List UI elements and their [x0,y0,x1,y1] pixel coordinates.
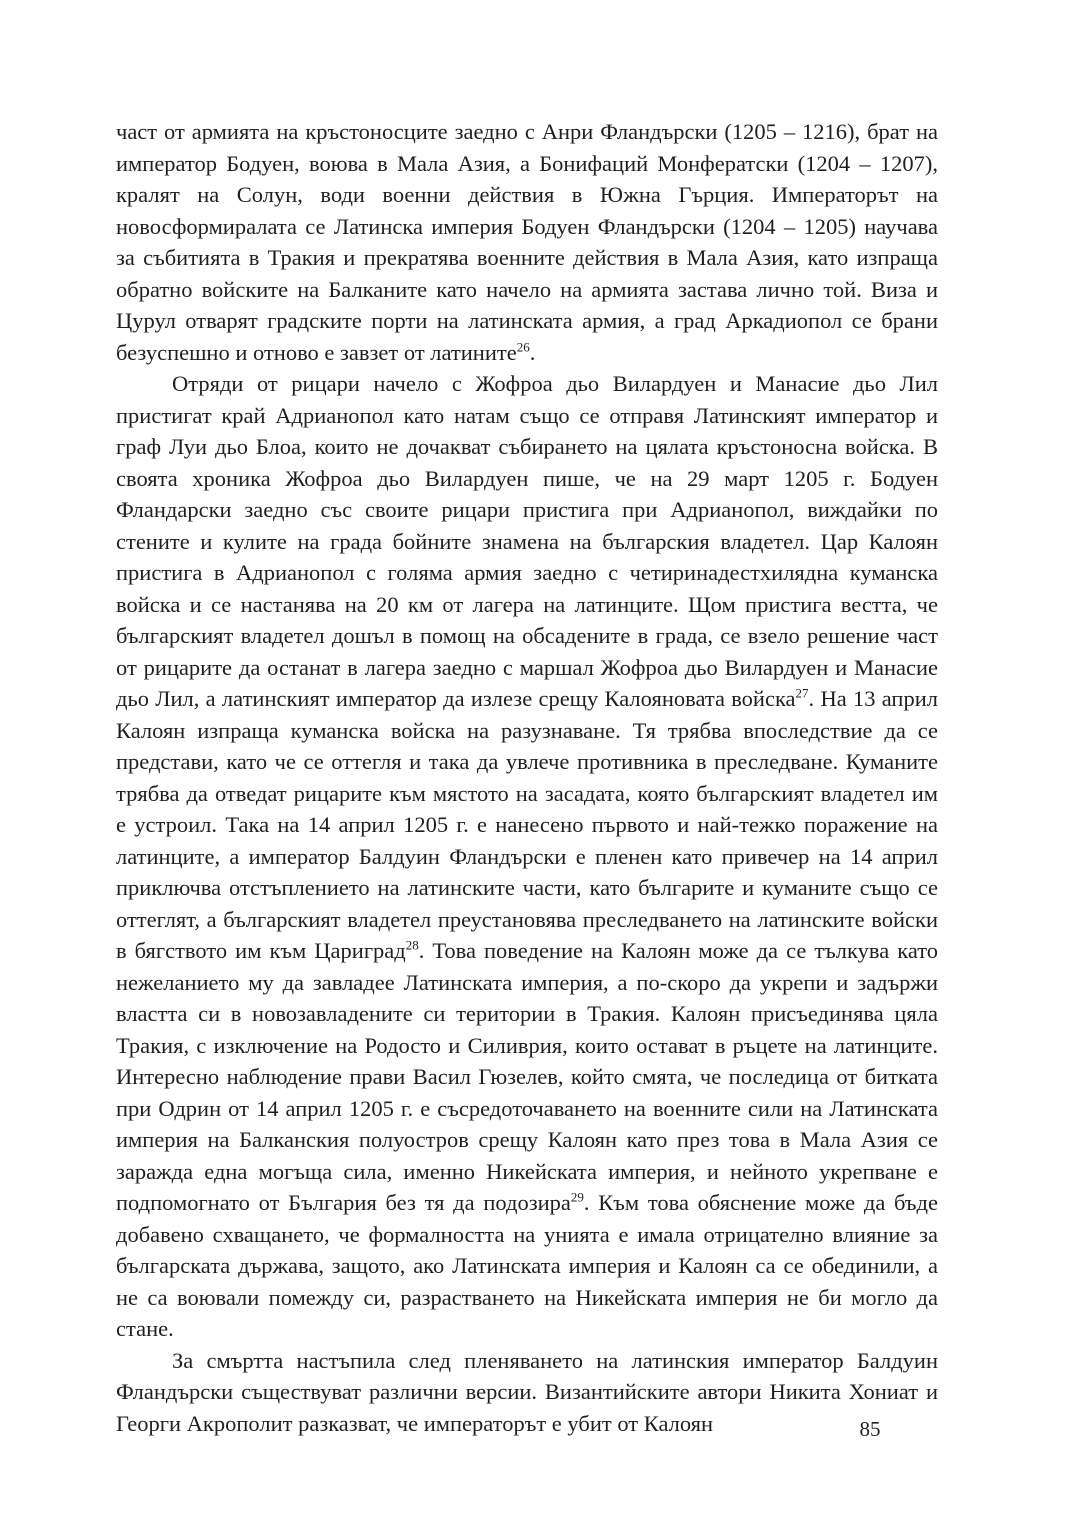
paragraph-2-text-1: Отряди от рицари начело с Жофроа дьо Вилардуен и Манасие дьо Лил пристигат край Адрианопол като натам също се отправя Латинският император и граф Луи дьо Блоа, които не дочакват събирането на цялата кръстоносна войска. В своята хроника Жофроа дьо Вилардуен пише, че на 29 март 1205 г. Бодуен Фландарски заедно със своите рицари пристига при Адрианопол, виждайки по стените и кулите на града бойните знамена на българския владетел. Цар Калоян пристига в Адрианопол с голяма армия заедно с четиринадестхилядна куманска войска и се настанява на 20 км от лагера на латинците. Щом пристига вестта, че българският владетел дошъл в помощ на обсадените в града, се взело решение част от рицарите да останат в лагера заедно с маршал Жофроа дьо Вилардуен и Манасие дьо Лил, а латинският император да излезе срещу Калояновата войска [116,371,938,711]
page-number: 85 [859,1417,881,1441]
paragraph-1-text-2: . [529,339,536,365]
footnote-ref-27: 27 [795,685,809,701]
paragraph-1-text-1: част от армията на кръстоносците заедно с Анри Фландърски (1205 – 1216), брат на император Бодуен, воюва в Мала Азия, а Бонифаций Монфератски (1204 – 1207), кралят на Солун, води военни действия в Южна Гърция. Императорът на новосформиралата се Латинска империя Бодуен Фландърски (1204 – 1205) научава за събитията в Тракия и прекратява военните действия в Мала Азия, като изпраща обратно войските на Балканите като начело на армията застава лично той. Виза и Цурул отварят градските порти на латинската армия, а град Аркадиопол се брани безуспешно и отново е завзет от латините [116,119,938,365]
paragraph-1 [116,116,938,368]
footnote-ref-29: 29 [570,1189,584,1205]
footnote-ref-28: 28 [405,937,419,953]
paragraph-2-text-2: . На 13 април Калоян изпраща куманска войска на разузнаване. Тя трябва впоследствие да се представи, като че се оттегля и така да увлече противника в преследване. Куманите трябва да отведат рицарите към мястото на засадата, която българският владетел им е устроил. Така на 14 април 1205 г. е нанесено първото и най-тежко поражение на латинците, а император Балдуин Фландърски е пленен като привечер на 14 април приключва отстъплението на латинските части, като българите и куманите също се оттеглят, а българският владетел преустановява преследването на латинските войски в бягството им към Цариград [116,686,938,963]
footnote-ref-26: 26 [516,339,530,354]
page-body [116,116,938,1439]
paragraph-2 [116,368,938,1345]
paragraph-2-text-3: . Това поведение на Калоян може да се тълкува като нежеланието му да завладее Латинската империя, а по-скоро да укрепи и задържи властта си в новозавладените си територии в Тракия. Калоян присъединява цяла Тракия, с изключение на Родосто и Силиврия, които остават в ръцете на латинците. Интересно наблюдение прави Васил Гюзелев, който смята, че последица от битката при Одрин от 14 април 1205 г. е съсредоточаването на военните сили на Латинската империя на Балканския полуостров срещу Калоян като през това в Мала Азия се заражда една могъща сила, именно Никейската империя, и нейното укрепване е подпомогнато от България без тя да подозира [116,938,939,1215]
paragraph-2-text-4: . Към това обяснение може да бъде добавено схващането, че формалността на унията е имала отрицателно влияние за българската държава, защото, ако Латинската империя и Калоян са се обединили, а не са воювали помежду си, разрастването на Никейската империя не би могло да стане. [116,1190,938,1341]
paragraph-3-text-1: За смъртта настъпила след пленяването на латинския император Балдуин Фландърски съществуват различни версии. Византийските автори Никита Хониат и Георги Акрополит разказват, че императорът е убит от Калоян [116,1347,938,1436]
paragraph-3 [116,1345,938,1440]
